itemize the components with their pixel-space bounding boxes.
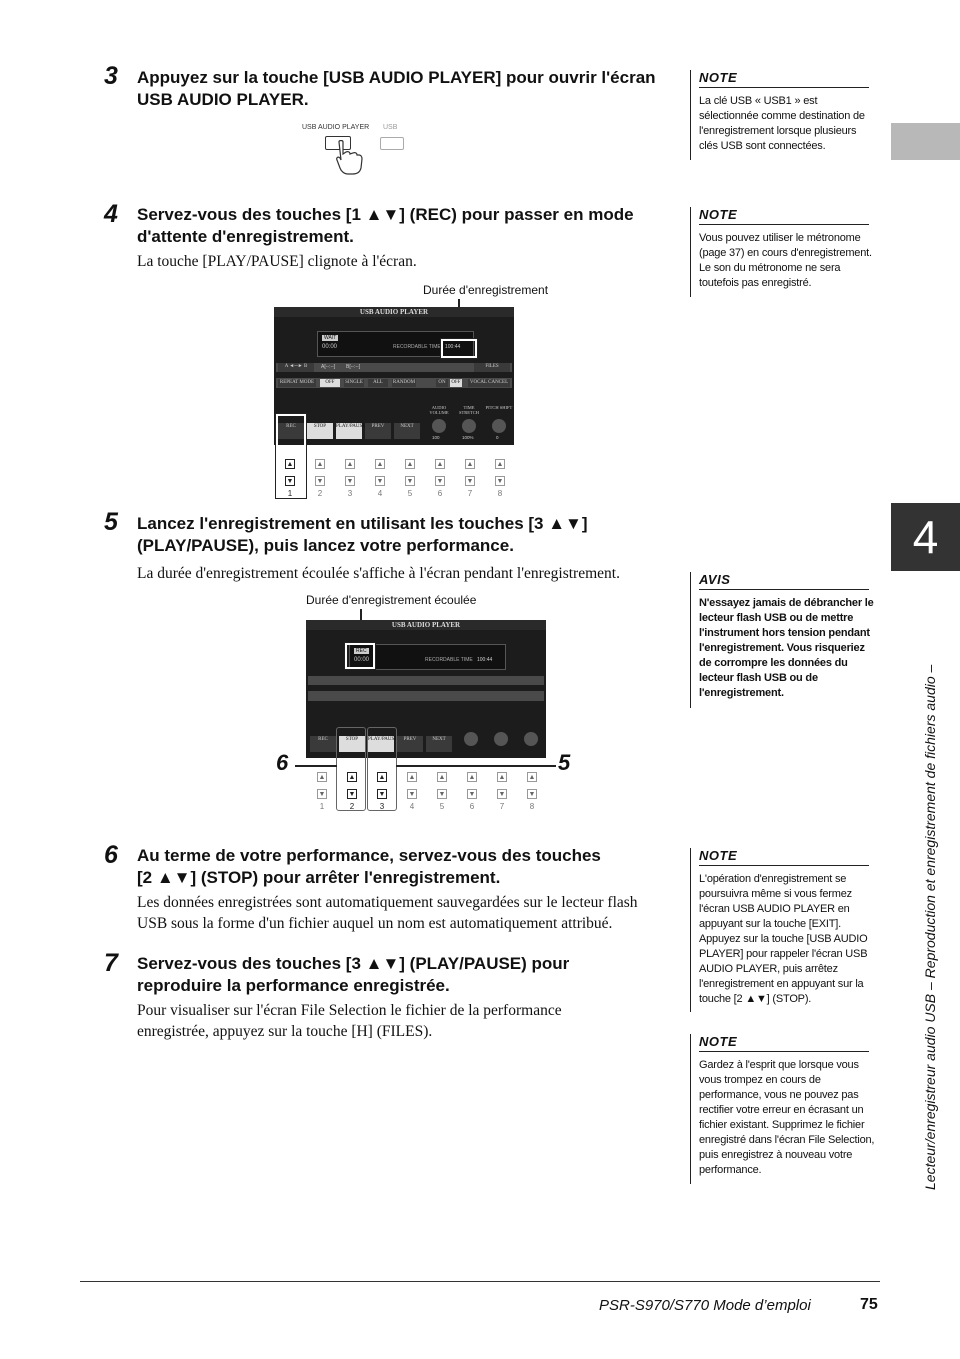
- down-button-6[interactable]: ▼: [436, 478, 444, 485]
- fig2-label-5: 5: [558, 750, 571, 775]
- repeat-mode-label: REPEAT MODE: [279, 380, 315, 385]
- footer-manual-title: PSR-S970/S770 Mode d’emploi: [599, 1297, 811, 1314]
- down-button-1[interactable]: ▼: [286, 478, 294, 485]
- knob-labels: [424, 405, 514, 417]
- stop-button[interactable]: STOP: [339, 736, 365, 752]
- up-button-4[interactable]: ▲: [408, 774, 416, 781]
- up-button-4[interactable]: ▲: [376, 461, 384, 468]
- note-usb1-destination: [690, 70, 877, 160]
- up-button-6[interactable]: ▲: [436, 461, 444, 468]
- note-text: Vous pouvez utiliser le métronome (page 37) en cours d'enregistrement. Le son du métronome ne sera toutefois pas enregistré.: [699, 232, 872, 289]
- fig2-pointer-5: [396, 765, 556, 767]
- note-title: NOTE: [699, 848, 869, 866]
- screen-title: USB AUDIO PLAYER: [306, 620, 546, 630]
- pressing-finger-icon: [334, 140, 364, 176]
- usb-label: USB: [383, 124, 398, 131]
- note-title: NOTE: [699, 207, 869, 225]
- up-button-1[interactable]: ▲: [318, 774, 326, 781]
- down-button-7[interactable]: ▼: [498, 791, 506, 798]
- button-number-6: 6: [469, 802, 475, 811]
- down-button-6[interactable]: ▼: [468, 791, 476, 798]
- ab-button[interactable]: A ◄─► B: [278, 363, 314, 372]
- step-3-heading: Appuyez sur la touche [USB AUDIO PLAYER] pour ouvrir l'écran USB AUDIO PLAYER.: [137, 68, 656, 109]
- up-button-7[interactable]: ▲: [466, 461, 474, 468]
- step-6-body: Les données enregistrées sont automatiquement sauvegardées sur le lecteur flash USB sous la forme d'un fichier auquel un nom est automatiquement attribué.: [137, 894, 638, 932]
- up-button-2[interactable]: ▲: [348, 774, 356, 781]
- knob-label-volume: AUDIO VOLUME: [429, 405, 449, 415]
- mode-row: [308, 691, 544, 701]
- up-button-3[interactable]: ▲: [346, 461, 354, 468]
- play-pause-button[interactable]: PLAY/PAUSE: [336, 423, 362, 439]
- knob-volume[interactable]: [432, 419, 446, 433]
- recordable-time-value: 100:44: [477, 657, 493, 663]
- elapsed-time: 00:00: [354, 657, 370, 663]
- elapsed-time: 00:00: [322, 344, 338, 350]
- step-7-number: 7: [104, 949, 118, 977]
- button-number-3: 3: [379, 802, 385, 811]
- up-button-5[interactable]: ▲: [406, 461, 414, 468]
- button-number-8: 8: [529, 802, 535, 811]
- vocal-off[interactable]: OFF: [451, 380, 461, 385]
- up-button-7[interactable]: ▲: [498, 774, 506, 781]
- button-number-1: 1: [319, 802, 325, 811]
- button-number-7: 7: [499, 802, 505, 811]
- knob-stretch[interactable]: [462, 419, 476, 433]
- step-4-heading: Servez-vous des touches [1 ▲▼] (REC) pour passer en mode d'attente d'enregistrement.: [137, 205, 634, 246]
- step-5-heading: Lancez l'enregistrement en utilisant les touches [3 ▲▼] (PLAY/PAUSE), puis lancez votre performance.: [137, 514, 588, 555]
- note-overwrite: [690, 1034, 877, 1184]
- knob-label-stretch: TIME STRETCH: [458, 405, 479, 415]
- recordable-time-label: RECORDABLE TIME: [393, 344, 441, 350]
- button-number-5: 5: [439, 802, 445, 811]
- fig2-caption: Durée d'enregistrement écoulée: [306, 593, 477, 607]
- files-button[interactable]: FILES: [474, 363, 510, 372]
- knob-label-pitch: PITCH SHIFT: [485, 405, 513, 410]
- usb-audio-player-label: USB AUDIO PLAYER: [302, 124, 370, 131]
- fig2-buttons: [317, 772, 547, 812]
- next-button[interactable]: NEXT: [394, 423, 420, 439]
- step-6-number: 6: [104, 841, 118, 869]
- knob-value-pitch: 0: [496, 435, 499, 440]
- button-number-4: 4: [409, 802, 415, 811]
- prev-button[interactable]: PREV: [365, 423, 391, 439]
- fig1-buttons: [285, 459, 515, 499]
- up-button-8[interactable]: ▲: [496, 461, 504, 468]
- knob-pitch[interactable]: [524, 732, 538, 746]
- fig1-caption: Durée d'enregistrement: [423, 283, 549, 297]
- button-number-1: 1: [287, 489, 293, 498]
- down-button-5[interactable]: ▼: [406, 478, 414, 485]
- mode-random[interactable]: RANDOM: [392, 380, 416, 385]
- up-button-3[interactable]: ▲: [378, 774, 386, 781]
- b-value: B[--:--]: [346, 364, 361, 370]
- down-button-2[interactable]: ▼: [316, 478, 324, 485]
- note-text: L'opération d'enregistrement se poursuivra même si vous fermez l'écran USB AUDIO PLAYER en appuyant sur la touche [EXIT]. Appuyez sur la touche [USB AUDIO PLAYER] pour rappeler l'écran USB AUDIO PLAYER, puis arrêtez l'enregistrement en appuyant sur la touche [2 ▲▼] (STOP).: [699, 873, 868, 1005]
- note-metronome: [690, 207, 877, 297]
- knob-value-volume: 100: [432, 435, 440, 440]
- next-button[interactable]: NEXT: [426, 736, 452, 752]
- down-button-5[interactable]: ▼: [438, 791, 446, 798]
- down-button-3[interactable]: ▼: [378, 791, 386, 798]
- vocal-cancel-label: VOCAL CANCEL: [469, 380, 509, 385]
- down-button-3[interactable]: ▼: [346, 478, 354, 485]
- usb-button-figure: [300, 124, 410, 176]
- ab-repeat-row: [276, 363, 512, 372]
- mode-single[interactable]: SINGLE: [345, 380, 363, 385]
- ab-repeat-row: [308, 676, 544, 685]
- chapter-vertical-title: Lecteur/enregistreur audio USB – Reproduction et enregistrement de fichiers audio –: [922, 664, 938, 1190]
- side-tab-gray: [891, 123, 960, 160]
- mode-off[interactable]: OFF: [320, 379, 340, 387]
- up-button-8[interactable]: ▲: [528, 774, 536, 781]
- fig2-highlight-time: [345, 643, 375, 669]
- status-badge: WAIT: [324, 335, 337, 341]
- up-button-6[interactable]: ▲: [468, 774, 476, 781]
- up-button-1[interactable]: ▲: [286, 461, 294, 468]
- rec-button[interactable]: REC: [278, 423, 304, 439]
- knob-volume[interactable]: [464, 732, 478, 746]
- down-button-4[interactable]: ▼: [408, 791, 416, 798]
- fig1-highlight-time: [441, 339, 477, 358]
- button-number-6: 6: [437, 489, 443, 498]
- step-4-number: 4: [104, 200, 118, 228]
- button-number-7: 7: [467, 489, 473, 498]
- up-button-2[interactable]: ▲: [316, 461, 324, 468]
- knob-pitch[interactable]: [492, 419, 506, 433]
- down-button-7[interactable]: ▼: [466, 478, 474, 485]
- down-button-1[interactable]: ▼: [318, 791, 326, 798]
- button-number-3: 3: [347, 489, 353, 498]
- step-5-number: 5: [104, 508, 118, 536]
- down-button-4[interactable]: ▼: [376, 478, 384, 485]
- chapter-tab: 4: [891, 503, 960, 571]
- play-pause-button[interactable]: PLAY/PAUSE: [368, 736, 394, 752]
- up-button-5[interactable]: ▲: [438, 774, 446, 781]
- mode-all[interactable]: ALL: [368, 379, 388, 387]
- note-title: NOTE: [699, 1034, 869, 1052]
- down-button-8[interactable]: ▼: [528, 791, 536, 798]
- knob-stretch[interactable]: [494, 732, 508, 746]
- button-number-2: 2: [349, 802, 355, 811]
- step-6-heading: Au terme de votre performance, servez-vous des touches [2 ▲▼] (STOP) pour arrêter l'enregistrement.: [137, 846, 601, 887]
- a-value: A[--:--]: [321, 364, 336, 370]
- fig2-label-6: 6: [276, 750, 289, 775]
- avis-warning: [690, 572, 877, 708]
- button-number-2: 2: [317, 489, 323, 498]
- avis-title: AVIS: [699, 572, 869, 590]
- button-number-4: 4: [377, 489, 383, 498]
- step-5-body: La durée d'enregistrement écoulée s'affiche à l'écran pendant l'enregistrement.: [137, 565, 620, 582]
- step-7-body: Pour visualiser sur l'écran File Selection le fichier de la performance enregistrée, appuyez sur la touche [H] (FILES).: [137, 1002, 562, 1040]
- down-button-2[interactable]: ▼: [348, 791, 356, 798]
- note-recording-continues: [690, 848, 877, 1012]
- down-button-8[interactable]: ▼: [496, 478, 504, 485]
- vocal-on[interactable]: ON: [436, 379, 448, 387]
- stop-button[interactable]: STOP: [307, 423, 333, 439]
- recordable-time-label: RECORDABLE TIME: [425, 657, 473, 663]
- knob-value-stretch: 100%: [462, 435, 474, 440]
- step-4-body: La touche [PLAY/PAUSE] clignote à l'écran.: [137, 253, 417, 270]
- button-number-8: 8: [497, 489, 503, 498]
- button-number-5: 5: [407, 489, 413, 498]
- note-text: La clé USB « USB1 » est sélectionnée comme destination de l'enregistrement lorsque plusieurs clés USB sont connectées.: [699, 95, 865, 152]
- note-text: Gardez à l'esprit que lorsque vous vous trompez en cours de performance, vous ne pouvez pas rectifier votre erreur en écrasant un fichier existant. Supprimez le fichier enregistré dans l'écran File Selection, puis enregistrez à nouveau votre performance.: [699, 1059, 875, 1176]
- recordable-time-value: 100:44: [445, 344, 461, 350]
- screen-title: USB AUDIO PLAYER: [274, 307, 514, 317]
- step-3-number: 3: [104, 62, 118, 90]
- prev-button[interactable]: PREV: [397, 736, 423, 752]
- usb-button[interactable]: [380, 137, 404, 150]
- fig2-pointer-6: [295, 765, 337, 767]
- footer-rule: [80, 1281, 880, 1282]
- fig1-screen: [274, 307, 514, 445]
- avis-text: N'essayez jamais de débrancher le lecteur flash USB ou de mettre l'instrument hors tension pendant l'enregistrement. Vous risqueriez de corrompre les données du lecteur flash USB ou de l'enregistrement.: [699, 597, 874, 699]
- status-badge: REC: [356, 648, 367, 654]
- rec-button[interactable]: REC: [310, 736, 336, 752]
- note-title: NOTE: [699, 70, 869, 88]
- mode-row: [276, 378, 512, 388]
- page-number: 75: [860, 1296, 878, 1313]
- step-7-heading: Servez-vous des touches [3 ▲▼] (PLAY/PAUSE) pour reproduire la performance enregistrée.: [137, 954, 570, 995]
